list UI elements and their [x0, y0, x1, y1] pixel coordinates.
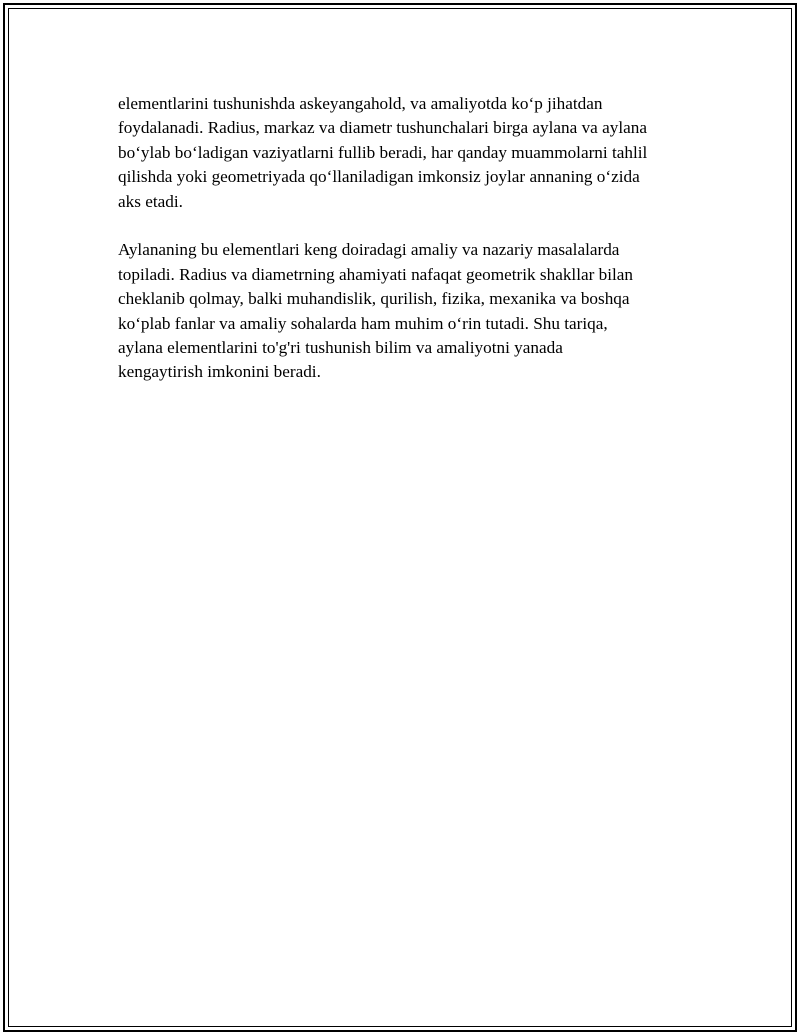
paragraph-line: aks etadi. — [118, 191, 183, 211]
paragraph-line: Aylananing bu elementlari keng doiradagi amaliy va nazariy masalalarda — [118, 240, 620, 260]
paragraph-2 — [118, 238, 698, 384]
paragraph-line: elementlarini tushunishda askeyangahold, va amaliyotda ko‘p jihatdan — [118, 94, 603, 113]
paragraph-line: aylana elementlarini to'g'ri tushunish bilim va amaliyotni yanada — [118, 338, 563, 358]
paragraph-line: kengaytirish imkonini beradi. — [118, 362, 321, 382]
paragraph-1 — [118, 92, 698, 214]
paragraph-line: cheklanib qolmay, balki muhandislik, qurilish, fizika, mexanika va boshqa — [118, 289, 630, 309]
paragraph-line: qilishda yoki geometriyada qo‘llaniladigan imkonsiz joylar annaning o‘zida — [118, 167, 640, 187]
paragraph-line: ko‘plab fanlar va amaliy sohalarda ham muhim o‘rin tutadi. Shu tariqa, — [118, 313, 608, 333]
paragraph-line: bo‘ylab bo‘ladigan vaziyatlarni fullib beradi, har qanday muammolarni tahlil — [118, 142, 648, 162]
document-body — [118, 92, 698, 409]
paragraph-line: topiladi. Radius va diametrning ahamiyati nafaqat geometrik shakllar bilan — [118, 264, 633, 284]
paragraph-line: foydalanadi. Radius, markaz va diametr tushunchalari birga aylana va aylana — [118, 118, 647, 138]
